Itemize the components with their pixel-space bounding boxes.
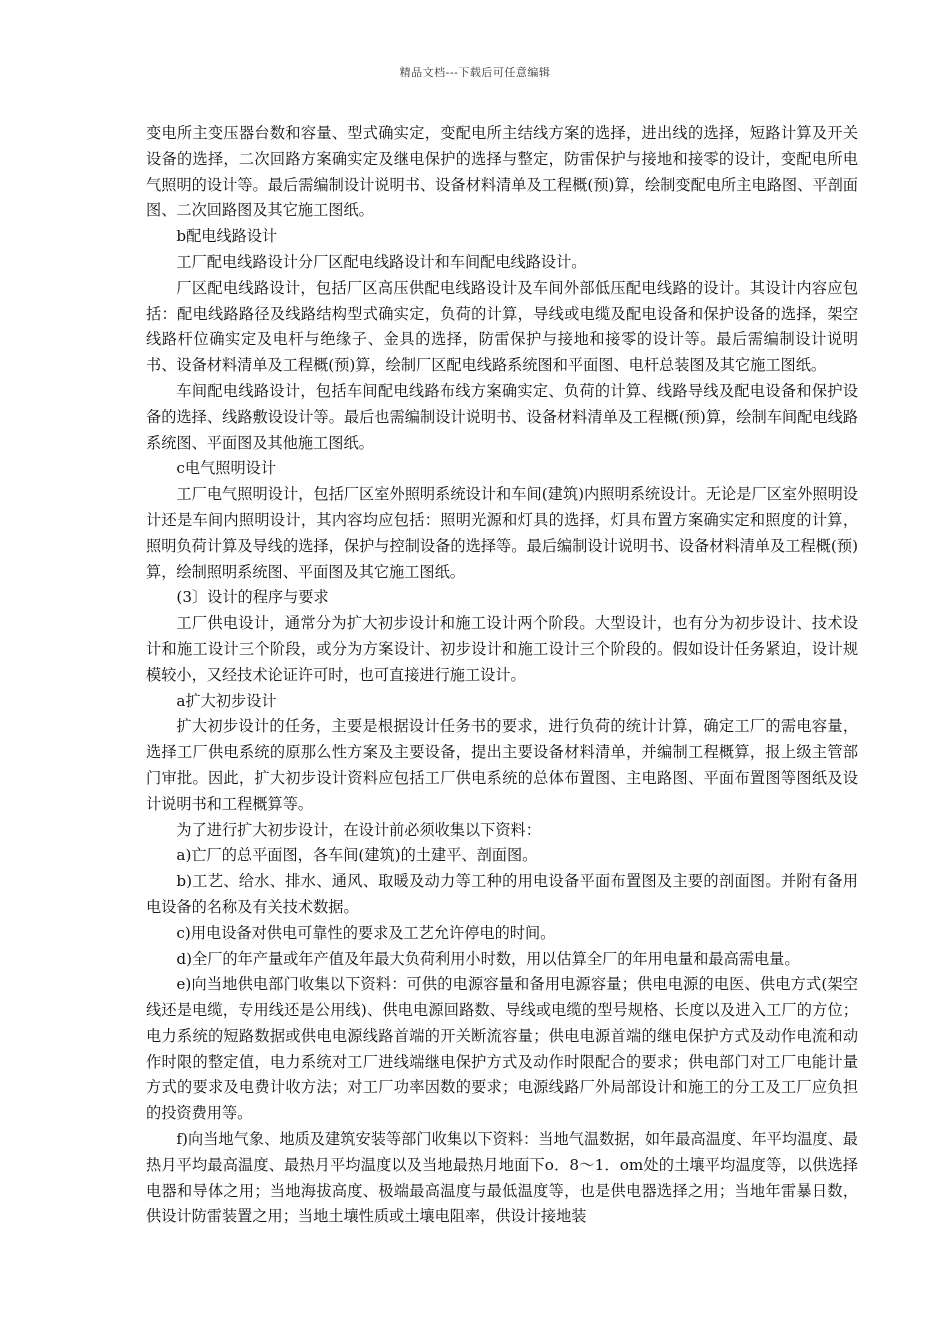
paragraph: 车间配电线路设计，包括车间配电线路布线方案确实定、负荷的计算、线路导线及配电设备和保护设备的选择、线路敷设设计等。最后也需编制设计说明书、设备材料清单及工程概(预)算，绘制车间配电线路系统图、平面图及其他施工图纸。	[146, 381, 858, 452]
paragraph: 厂区配电线路设计，包括厂区高压供配电线路设计及车间外部低压配电线路的设计。其设计内容应包括：配电线路路径及线路结构型式确实定，负荷的计算，导线或电缆及配电设备和保护设备的选择，架空线路杆位确实定及电杆与绝缘子、金具的选择，防雷保护与接地和接零的设计等。最后需编制设计说明书、设备材料清单及工程概(预)算，绘制厂区配电线路系统图和平面图、电杆总装图及其它施工图纸。	[146, 278, 858, 375]
list-item: f)向当地气象、地质及建筑安装等部门收集以下资料：当地气温数据，如年最高温度、年平均温度、最热月平均最高温度、最热月平均温度以及当地最热月地面下o．8～1．om处的土壤平均温度等，以供选择电器和导体之用；当地海拔高度、极端最高温度与最低温度等，也是供电器选择之用；当地年雷暴日数，供设计防雷装置之用；当地土壤性质或土壤电阻率，供设计接地装	[146, 1130, 858, 1226]
paragraph: 变电所主变压器台数和容量、型式确实定，变配电所主结线方案的选择，进出线的选择，短路计算及开关设备的选择，二次回路方案确实定及继电保护的选择与整定，防雷保护与接地和接零的设计，变配电所电气照明的设计等。最后需编制设计说明书、设备材料清单及工程概(预)算，绘制变配电所主电路图、平剖面图、二次回路图及其它施工图纸。	[146, 124, 858, 220]
paragraph: 工厂供电设计，通常分为扩大初步设计和施工设计两个阶段。大型设计，也有分为初步设计、技术设计和施工设计三个阶段，或分为方案设计、初步设计和施工设计三个阶段的。假如设计任务紧迫，设计规模较小，又经技术论证许可时，也可直接进行施工设计。	[146, 614, 858, 684]
list-item: e)向当地供电部门收集以下资料：可供的电源容量和备用电源容量；供电电源的电医、供电方式(架空线还是电缆，专用线还是公用线)、供电电源回路数、导线或电缆的型号规格、长度以及进入工厂的方位；电力系统的短路数据或供电电源线路首端的开关断流容量；供电电源首端的继电保护方式及动作电流和动作时限的整定值，电力系统对工厂进线端继电保护方式及动作时限配合的要求；供电部门对工厂电能计量方式的要求及电费计收方法；对工厂功率因数的要求；电源线路厂外局部设计和施工的分工及工厂应负担的投资费用等。	[146, 975, 858, 1123]
list-item: c)用电设备对供电可靠性的要求及工艺允许停电的时间。	[176, 923, 556, 942]
paragraph: 扩大初步设计的任务，主要是根据设计任务书的要求，进行负荷的统计计算，确定工厂的需电容量，选择工厂供电系统的原那么性方案及主要设备，提出主要设备材料清单，并编制工程概算，报上级主管部门审批。因此，扩大初步设计资料应包括工厂供电系统的总体布置图、主电路图、平面布置图等图纸及设计说明书和工程概算等。	[146, 717, 858, 813]
section-heading: a扩大初步设计	[176, 691, 277, 710]
document-body	[146, 121, 858, 1230]
section-heading: (3〕设计的程序与要求	[176, 588, 329, 607]
section-heading: b配电线路设计	[176, 227, 278, 246]
page-header: 精品文档---下载后可任意编辑	[399, 66, 551, 79]
list-item: b)工艺、给水、排水、通风、取暖及动力等工种的用电设备平面布置图及主要的剖面图。并附有备用电设备的名称及有关技术数据。	[146, 872, 858, 916]
list-item: a)亡厂的总平面图，各车间(建筑)的土建平、剖面图。	[176, 846, 538, 865]
list-item: d)全厂的年产量或年产值及年最大负荷利用小时数，用以估算全厂的年用电量和最高需电量。	[176, 949, 800, 968]
paragraph: 为了进行扩大初步设计，在设计前必须收集以下资料：	[176, 820, 541, 839]
paragraph: 工厂配电线路设计分厂区配电线路设计和车间配电线路设计。	[176, 252, 587, 271]
section-heading: c电气照明设计	[176, 459, 277, 478]
paragraph: 工厂电气照明设计，包括厂区室外照明系统设计和车间(建筑)内照明系统设计。无论是厂区室外照明设计还是车间内照明设计，其内容均应包括：照明光源和灯具的选择，灯具布置方案确实定和照度的计算，照明负荷计算及导线的选择，保护与控制设备的选择等。最后编制设计说明书、设备材料清单及工程概(预)算，绘制照明系统图、平面图及其它施工图纸。	[146, 485, 858, 581]
